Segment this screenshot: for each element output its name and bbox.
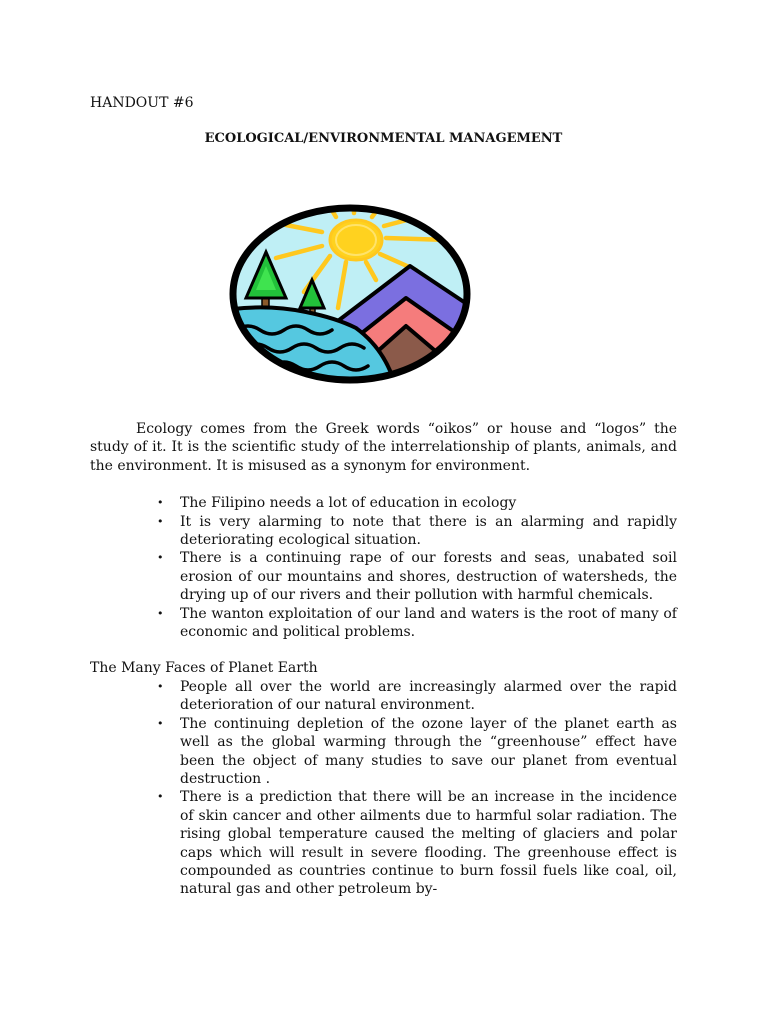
intro-paragraph: Ecology comes from the Greek words “oikos” or house and “logos” the study of it. It is the scientific study of the interrelationship of plants, animals, and the environment. It is misused as a synonym for environment. — [90, 421, 677, 474]
bullet-icon: • — [157, 790, 164, 804]
bullet-icon: • — [157, 514, 164, 528]
document-title: ECOLOGICAL/ENVIRONMENTAL MANAGEMENT — [204, 131, 563, 146]
bullet-icon: • — [157, 606, 164, 620]
bullet-icon: • — [157, 679, 164, 693]
list-item-text: There is a continuing rape of our forests and seas, unabated soil erosion of our mountains and shores, destruction of watersheds, the drying up of our rivers and their pollution with harmful chemicals. — [180, 550, 677, 604]
ecology-bullet-list — [90, 494, 677, 641]
list-item-text: The continuing depletion of the ozone layer of the planet earth as well as the global warming through the “greenhouse” effect have been the object of many studies to save our planet from eventual destruction . — [180, 715, 677, 787]
list-item-text: The wanton exploitation of our land and waters is the root of many of economic and political problems. — [180, 605, 677, 641]
list-item — [157, 788, 677, 898]
list-item-text: There is a prediction that there will be an increase in the incidence of skin cancer and other ailments due to harmful solar radiation. The rising global temperature caused the melting of glaciers and polar caps which will result in severe flooding. The greenhouse effect is compounded as countries continue to burn fossil fuels like coal, oil, natural gas and other petroleum by- — [180, 789, 677, 898]
handout-number: HANDOUT #6 — [90, 95, 194, 111]
list-item-text: It is very alarming to note that there is an alarming and rapidly deteriorating ecological situation. — [180, 513, 677, 549]
list-item-text: People all over the world are increasingly alarmed over the rapid deterioration of our natural environment. — [180, 678, 677, 714]
section-heading: The Many Faces of Planet Earth — [90, 660, 318, 677]
list-item — [157, 715, 677, 789]
list-item — [157, 494, 677, 512]
bullet-icon: • — [157, 496, 164, 510]
list-item — [157, 513, 677, 550]
list-item — [157, 549, 677, 604]
body-text — [90, 420, 677, 899]
ecology-emblem-icon — [226, 200, 476, 388]
planet-earth-bullet-list — [90, 678, 677, 899]
list-item — [157, 605, 677, 642]
list-item — [157, 678, 677, 715]
list-item-text: The Filipino needs a lot of education in ecology — [180, 495, 517, 512]
bullet-icon: • — [157, 716, 164, 730]
bullet-icon: • — [157, 551, 164, 565]
